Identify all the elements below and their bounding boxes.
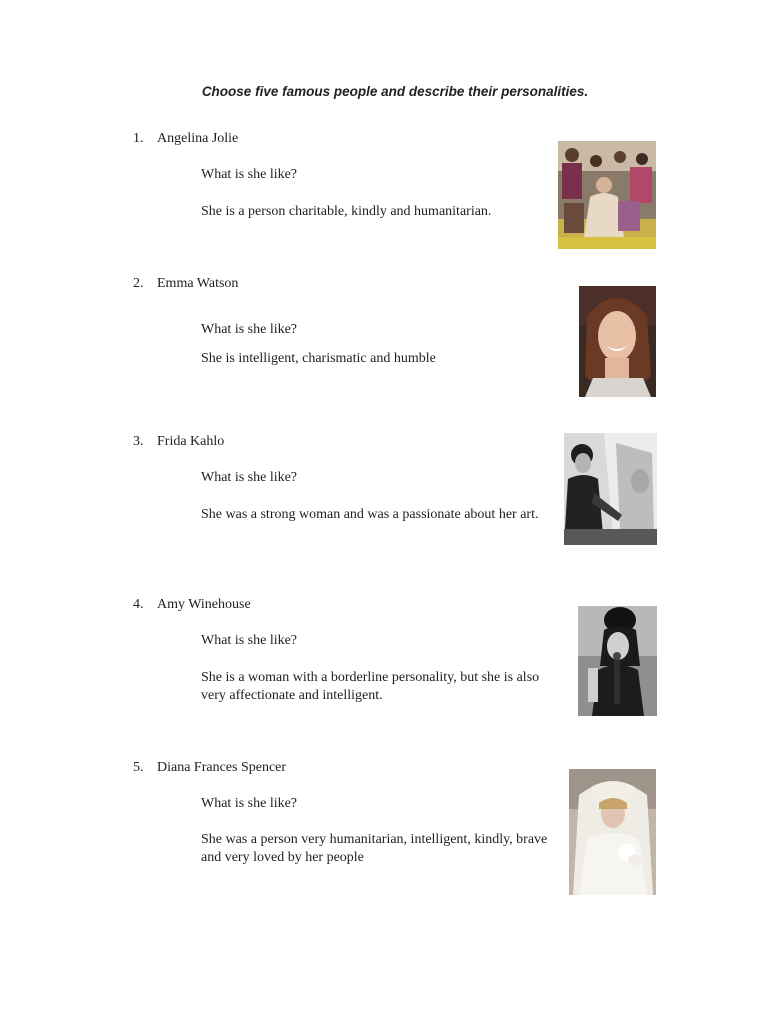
question: What is she like? — [201, 633, 298, 648]
item-number: 4. — [133, 597, 144, 612]
item-number: 3. — [133, 434, 144, 449]
answer: She was a strong woman and was a passionate about her art. — [201, 507, 539, 522]
answer: She is intelligent, charismatic and humble — [201, 351, 436, 366]
bride-photo-icon — [569, 769, 656, 895]
question: What is she like? — [201, 796, 298, 811]
portrait-photo-icon — [579, 286, 656, 397]
question: What is she like? — [201, 322, 298, 337]
person-name: Amy Winehouse — [157, 597, 251, 612]
item-number: 2. — [133, 276, 144, 291]
person-name: Frida Kahlo — [157, 434, 225, 449]
singer-photo-icon — [578, 606, 657, 716]
answer: She is a woman with a borderline personality, but she is also very affectionate and intelligent. — [201, 670, 540, 703]
person-name: Diana Frances Spencer — [157, 760, 287, 775]
person-name: Angelina Jolie — [157, 131, 239, 146]
question: What is she like? — [201, 470, 298, 485]
question: What is she like? — [201, 167, 298, 182]
painting-photo-icon — [564, 433, 657, 545]
item-number: 5. — [133, 760, 144, 775]
person-name: Emma Watson — [157, 276, 239, 291]
group-photo-icon — [558, 141, 656, 249]
answer: She is a person charitable, kindly and humanitarian. — [201, 204, 492, 219]
item-number: 1. — [133, 131, 144, 146]
page-title: Choose five famous people and describe their personalities. — [201, 84, 589, 99]
answer: She was a person very humanitarian, intelligent, kindly, brave and very loved by her people — [201, 832, 548, 865]
